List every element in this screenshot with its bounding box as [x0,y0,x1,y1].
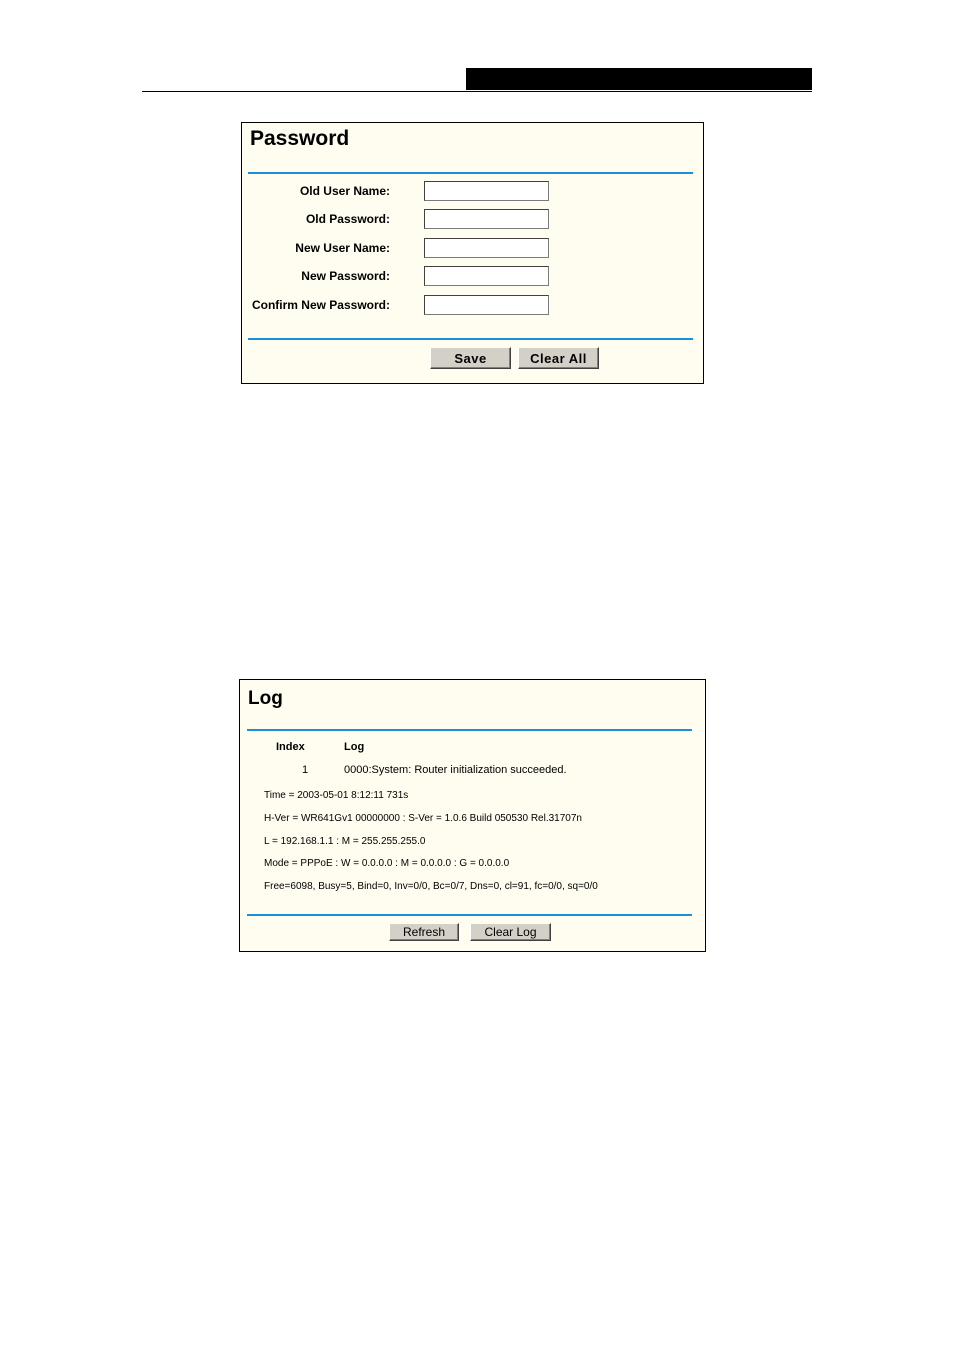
log-detail-lan: L = 192.168.1.1 : M = 255.255.255.0 [264,836,426,847]
password-title: Password [250,127,350,150]
log-row-index: 1 [302,764,309,776]
old-password-input[interactable] [424,209,549,229]
confirm-new-password-row [242,295,705,317]
log-detail-mode: Mode = PPPoE : W = 0.0.0.0 : M = 0.0.0.0 : G = 0.0.0.0 [264,858,510,869]
old-user-name-row [242,181,705,203]
log-row-text: 0000:System: Router initialization succeeded. [344,764,567,776]
password-panel [241,122,704,384]
new-user-name-label: New User Name: [295,241,390,255]
log-divider-bottom [247,914,692,916]
password-divider-top [248,172,693,174]
old-user-name-input[interactable] [424,181,549,201]
log-detail-memory: Free=6098, Busy=5, Bind=0, Inv=0/0, Bc=0/7, Dns=0, cl=91, fc=0/0, sq=0/0 [264,881,598,892]
confirm-new-password-input[interactable] [424,295,549,315]
save-button[interactable]: Save [430,347,511,369]
clear-all-button[interactable]: Clear All [518,347,599,369]
header-rule [142,91,812,92]
old-password-label: Old Password: [305,212,390,226]
old-user-name-label: Old User Name: [299,184,390,198]
clear-log-button[interactable]: Clear Log [470,923,551,941]
log-panel [239,679,706,952]
new-password-row [242,266,705,288]
old-password-row [242,209,705,231]
confirm-new-password-label: Confirm New Password: [251,298,390,312]
new-user-name-input[interactable] [424,238,549,258]
header-bar [466,68,812,90]
log-column-log: Log [344,741,365,753]
log-column-index: Index [276,741,305,753]
new-password-input[interactable] [424,266,549,286]
refresh-button[interactable]: Refresh [389,923,459,941]
password-divider-bottom [248,338,693,340]
log-divider-top [247,729,692,731]
log-detail-time: Time = 2003-05-01 8:12:11 731s [264,790,409,801]
new-password-label: New Password: [301,269,390,283]
new-user-name-row [242,238,705,260]
log-detail-version: H-Ver = WR641Gv1 00000000 : S-Ver = 1.0.6 Build 050530 Rel.31707n [264,813,582,824]
log-title: Log [248,688,283,709]
